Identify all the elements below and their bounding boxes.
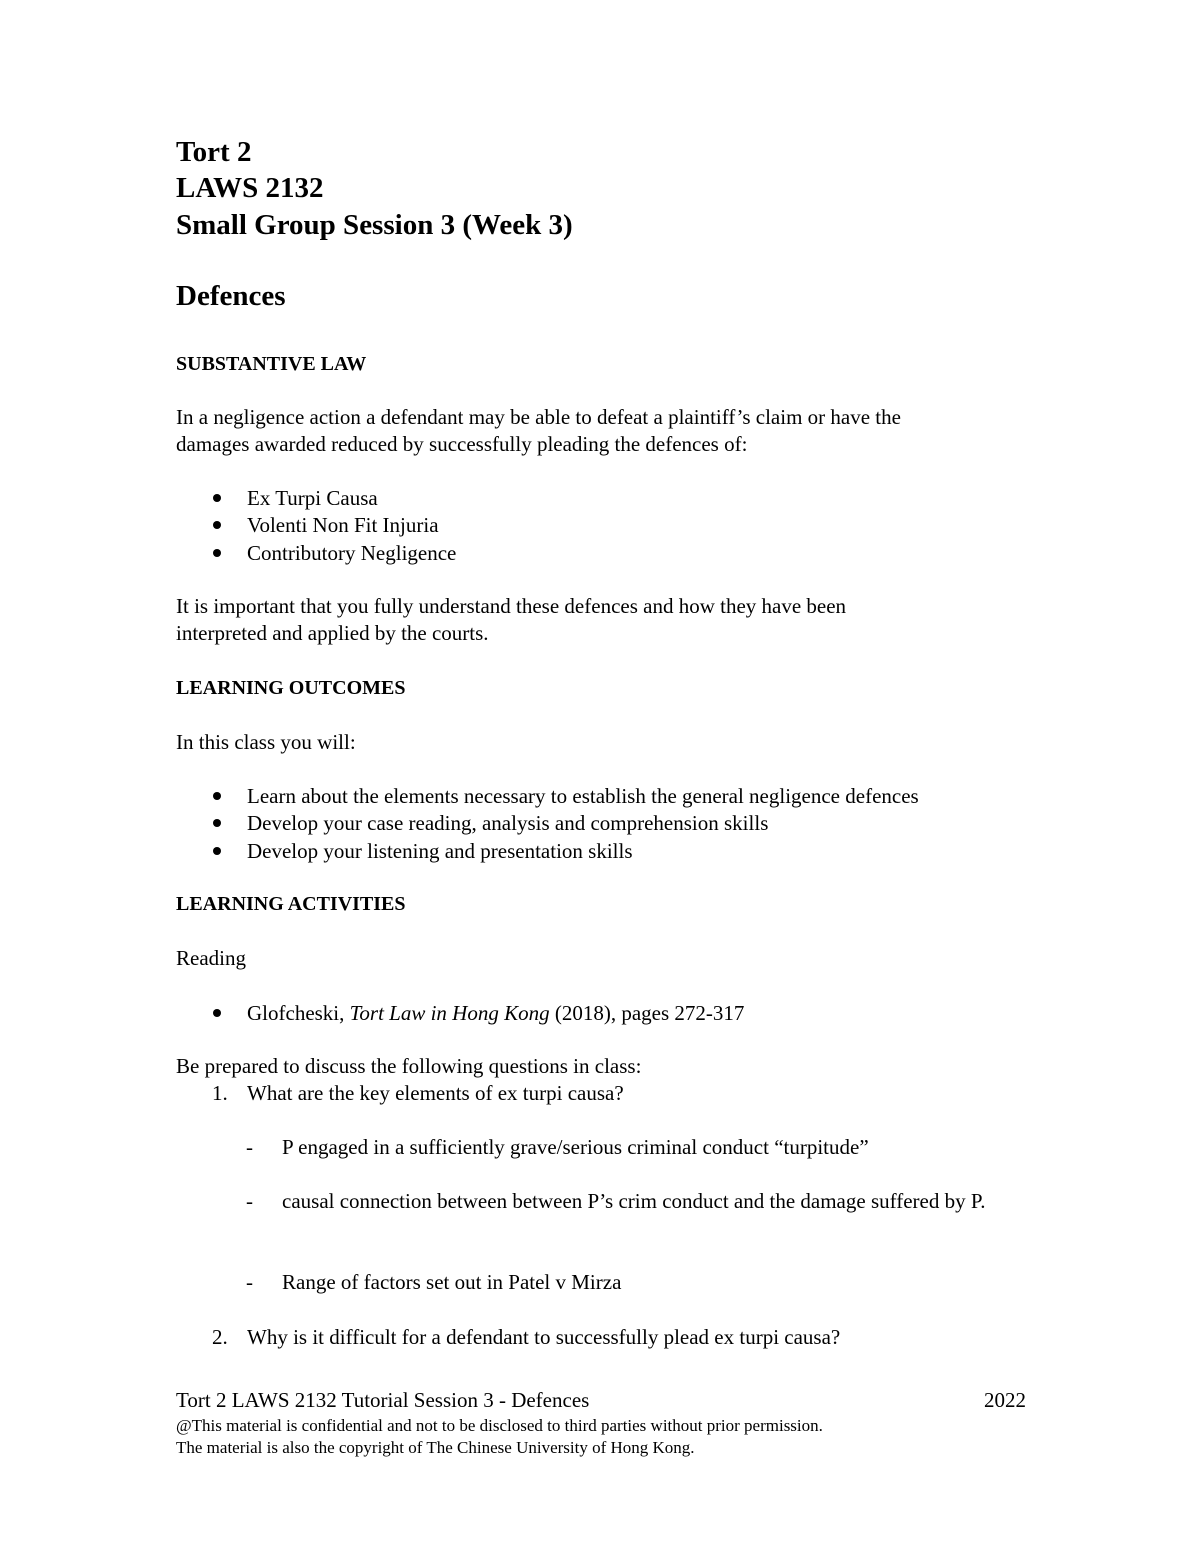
question-text: Why is it difficult for a defendant to successfully plead ex turpi causa? [247,1325,841,1349]
reading-author: Glofcheski, [247,1001,350,1025]
answer-point-text: P engaged in a sufficiently grave/serious criminal conduct “turpitude” [282,1135,869,1159]
questions-intro: Be prepared to discuss the following questions in class: [176,1054,642,1078]
defence-label: Ex Turpi Causa [247,486,378,510]
question-text: What are the key elements of ex turpi causa? [247,1081,624,1105]
footer-year: 2022 [984,1388,1026,1412]
outcome-label: Develop your case reading, analysis and comprehension skills [247,811,769,835]
defence-label: Volenti Non Fit Injuria [247,513,439,537]
outcome-label: Learn about the elements necessary to establish the general negligence defences [247,784,919,808]
learning-activities-heading: LEARNING ACTIVITIES [176,893,406,915]
topic-heading: Defences [176,280,286,312]
footer-confidential-notice: @This material is confidential and not to be disclosed to third parties without prior permission. [176,1416,823,1435]
bullet-icon [213,792,221,800]
defence-label: Contributory Negligence [247,541,457,565]
learning-outcomes-intro: In this class you will: [176,730,356,754]
answer-point-text: causal connection between between P’s crim conduct and the damage suffered by P. [282,1189,986,1213]
learning-outcomes-heading: LEARNING OUTCOMES [176,677,406,699]
bullet-icon [213,819,221,827]
dash-marker: - [246,1189,253,1213]
course-title: Tort 2 [176,136,252,168]
substantive-intro-line2: damages awarded reduced by successfully pleading the defences of: [176,432,748,456]
substantive-closing-line2: interpreted and applied by the courts. [176,621,489,645]
bullet-icon [213,494,221,502]
reading-reference [247,999,744,1027]
dash-marker: - [246,1135,253,1159]
reading-book-title: Tort Law in Hong Kong [349,1001,550,1025]
bullet-icon [213,1009,221,1017]
reading-label: Reading [176,946,246,970]
reading-details: (2018), pages 272-317 [549,1001,745,1025]
bullet-icon [213,521,221,529]
bullet-icon [213,549,221,557]
substantive-intro-line1: In a negligence action a defendant may be able to defeat a plaintiff’s claim or have the [176,405,901,429]
dash-marker: - [246,1270,253,1294]
bullet-icon [213,847,221,855]
question-number: 2. [212,1325,228,1349]
substantive-closing-line1: It is important that you fully understand these defences and how they have been [176,594,847,618]
course-code: LAWS 2132 [176,172,324,204]
footer-title: Tort 2 LAWS 2132 Tutorial Session 3 - Defences [176,1388,590,1412]
question-number: 1. [212,1081,228,1105]
footer-copyright-notice: The material is also the copyright of The Chinese University of Hong Kong. [176,1438,695,1457]
session-title: Small Group Session 3 (Week 3) [176,209,573,241]
outcome-label: Develop your listening and presentation skills [247,839,633,863]
answer-point-text: Range of factors set out in Patel v Mirza [282,1270,622,1294]
substantive-law-heading: SUBSTANTIVE LAW [176,353,367,375]
